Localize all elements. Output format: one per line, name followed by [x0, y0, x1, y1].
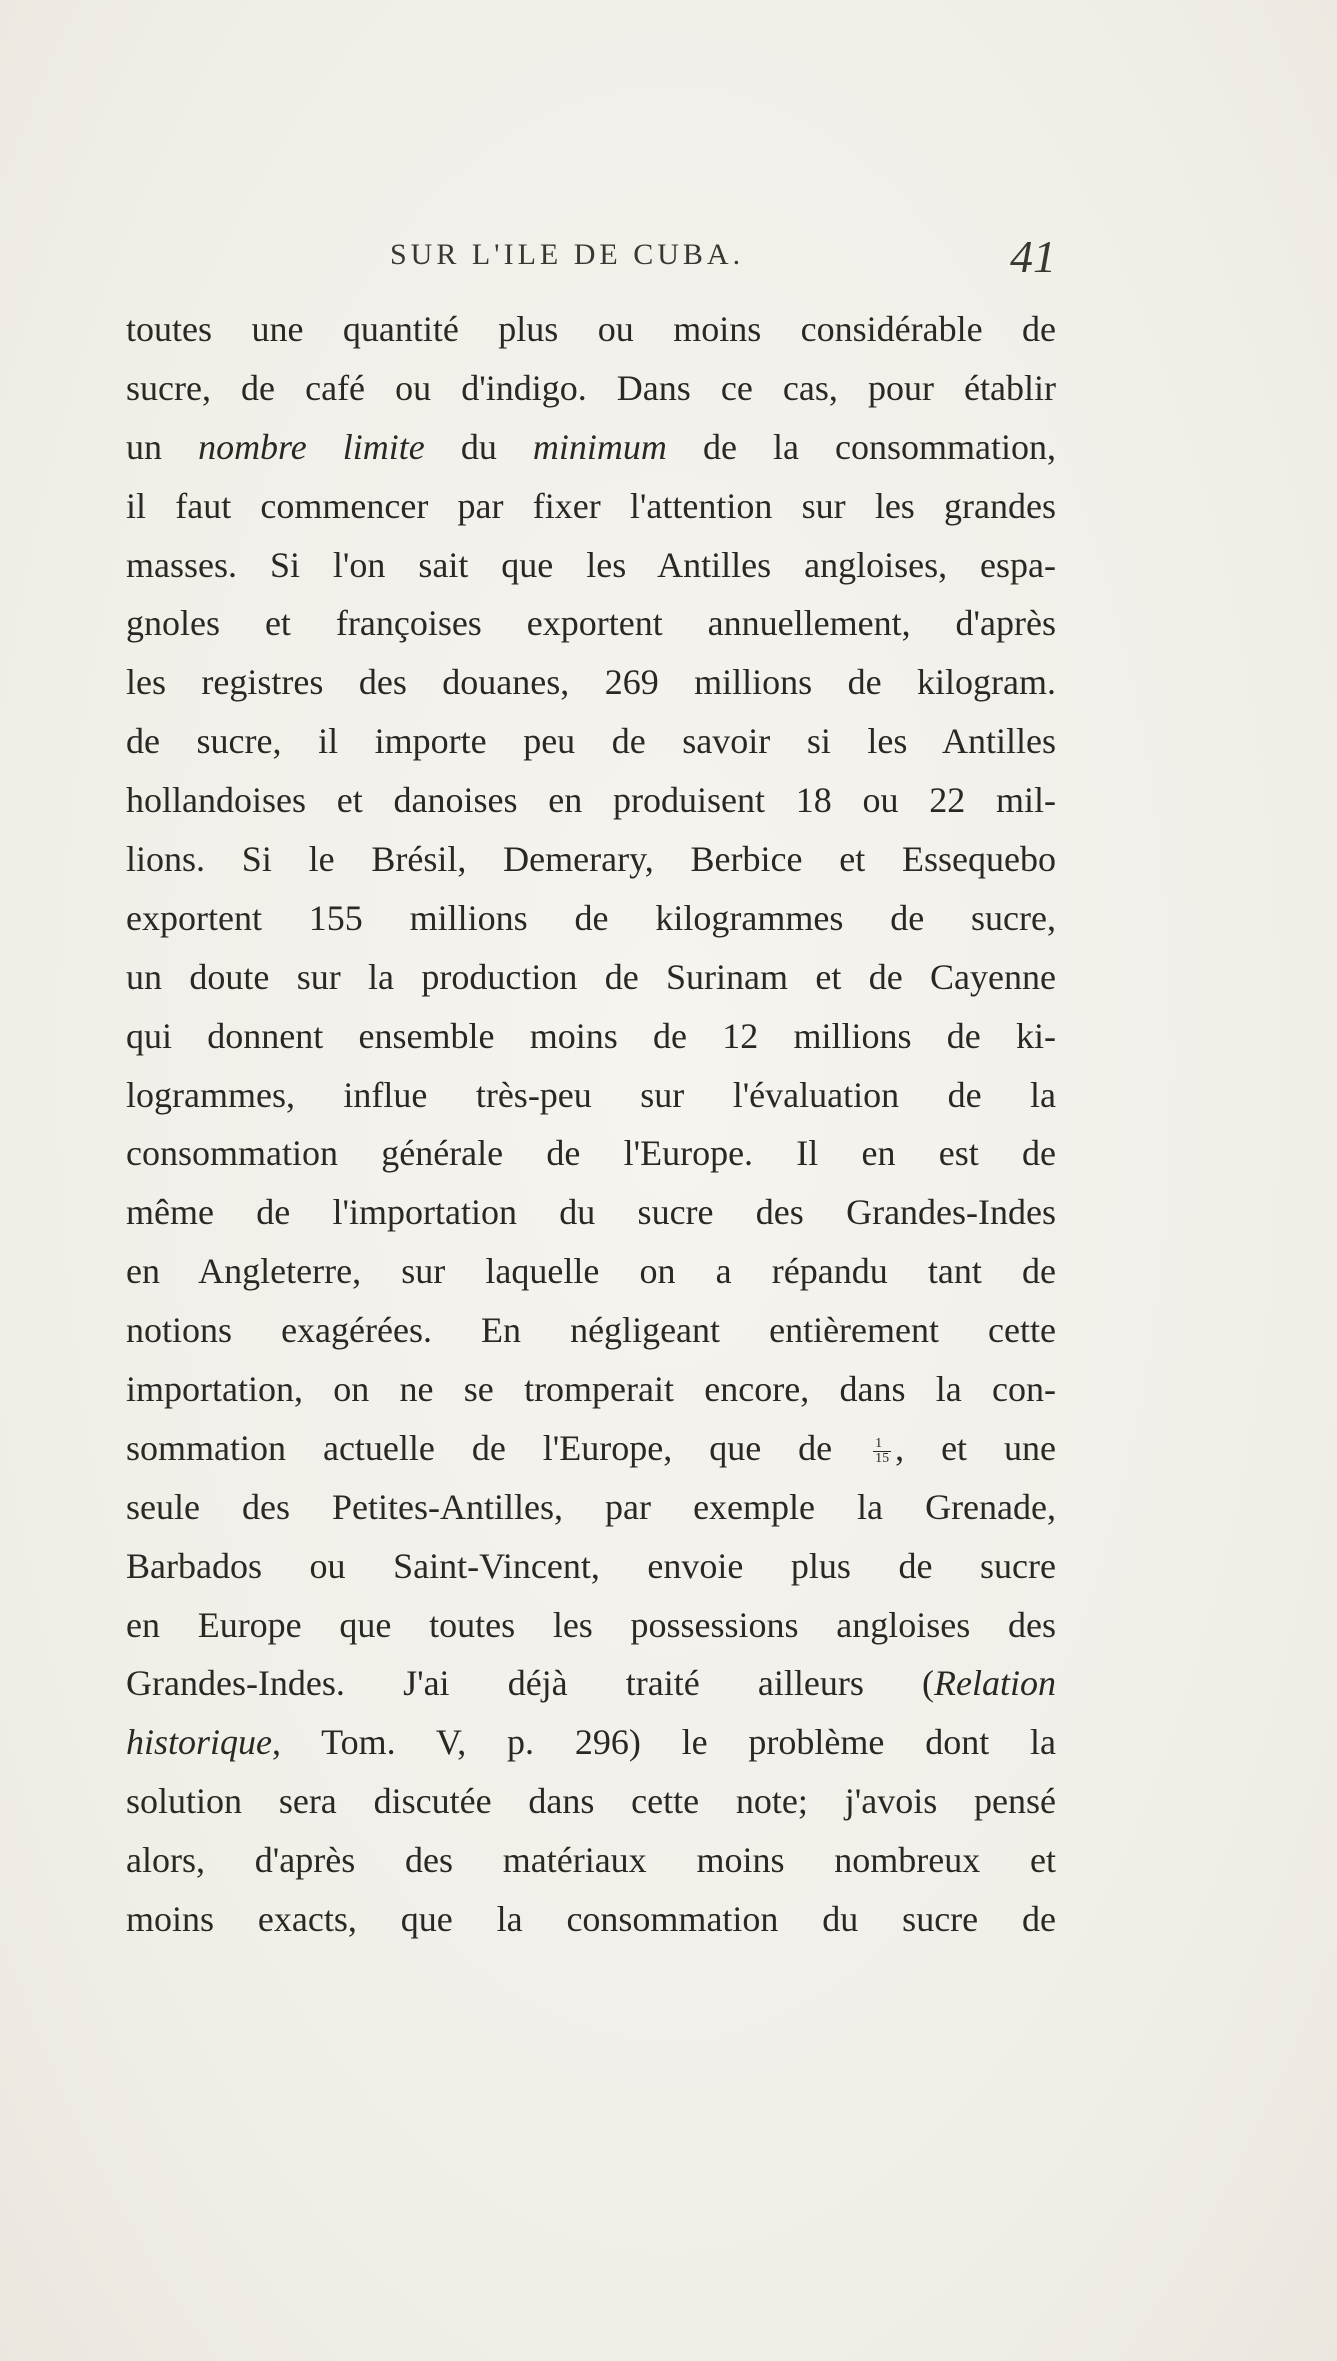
- text-line: importation, on ne se tromperait encore, dans la con-: [126, 1369, 1056, 1410]
- fraction: [873, 1437, 891, 1466]
- text-line: en Angleterre, sur laquelle on a répandu tant de: [126, 1251, 1056, 1292]
- italic-term: Relation: [934, 1663, 1056, 1704]
- running-title: SUR L'ILE DE CUBA.: [390, 238, 745, 271]
- text-line: exportent 155 millions de kilogrammes de sucre,: [126, 897, 1056, 938]
- text-line: Barbados ou Saint-Vincent, envoie plus de sucre: [126, 1545, 1056, 1586]
- text-line: notions exagérées. En négligeant entièrement cette: [126, 1310, 1056, 1351]
- text-line: lions. Si le Brésil, Demerary, Berbice et Essequebo: [126, 839, 1056, 880]
- text-line: qui donnent ensemble moins de 12 millions de ki-: [126, 1015, 1056, 1056]
- text-line: les registres des douanes, 269 millions de kilogram.: [126, 662, 1056, 703]
- italic-term: minimum: [532, 426, 667, 467]
- text-line: un nombre limite du minimum de la consommation,: [126, 426, 1056, 467]
- italic-term: historique: [126, 1722, 273, 1763]
- page-number: 41: [1010, 231, 1056, 282]
- text-line: il faut commencer par fixer l'attention sur les grandes: [126, 485, 1056, 526]
- body-text: [126, 300, 1056, 1949]
- text-line: un doute sur la production de Surinam et de Cayenne: [126, 956, 1056, 997]
- text-line: Grandes-Indes. J'ai déjà traité ailleurs (Relation: [126, 1663, 1056, 1704]
- text-line: consommation générale de l'Europe. Il en est de: [126, 1133, 1056, 1174]
- text-line: toutes une quantité plus ou moins considérable de: [126, 309, 1056, 349]
- text-line: alors, d'après des matériaux moins nombreux et: [126, 1840, 1056, 1881]
- text-line: en Europe que toutes les possessions angloises des: [126, 1604, 1056, 1645]
- text-line: logrammes, influe très-peu sur l'évaluation de la: [126, 1074, 1056, 1115]
- running-head: [0, 231, 1337, 288]
- fraction-numerator: 1: [873, 1437, 891, 1452]
- text-line: sucre, de café ou d'indigo. Dans ce cas, pour établir: [126, 367, 1056, 408]
- text-line: gnoles et françoises exportent annuellement, d'après: [126, 603, 1056, 644]
- italic-term: nombre limite: [198, 426, 425, 467]
- text-line: seule des Petites-Antilles, par exemple la Grenade,: [126, 1486, 1056, 1527]
- fraction-denominator: 15: [875, 1451, 890, 1467]
- text-line: hollandoises et danoises en produisent 18 ou 22 mil-: [126, 780, 1056, 821]
- text-line: de sucre, il importe peu de savoir si les Antilles: [126, 721, 1056, 762]
- text-line: sommation actuelle de l'Europe, que de $\frac{1}{15}$ , et une: [126, 1427, 1056, 1468]
- text-line: solution sera discutée dans cette note; j'avois pensé: [126, 1781, 1056, 1822]
- text-line: historique, Tom. V, p. 296) le problème dont la: [126, 1722, 1056, 1763]
- text-line: masses. Si l'on sait que les Antilles angloises, espa-: [126, 544, 1056, 585]
- text-line: même de l'importation du sucre des Grandes-Indes: [126, 1192, 1056, 1233]
- text-line: moins exacts, que la consommation du sucre de: [126, 1899, 1056, 1940]
